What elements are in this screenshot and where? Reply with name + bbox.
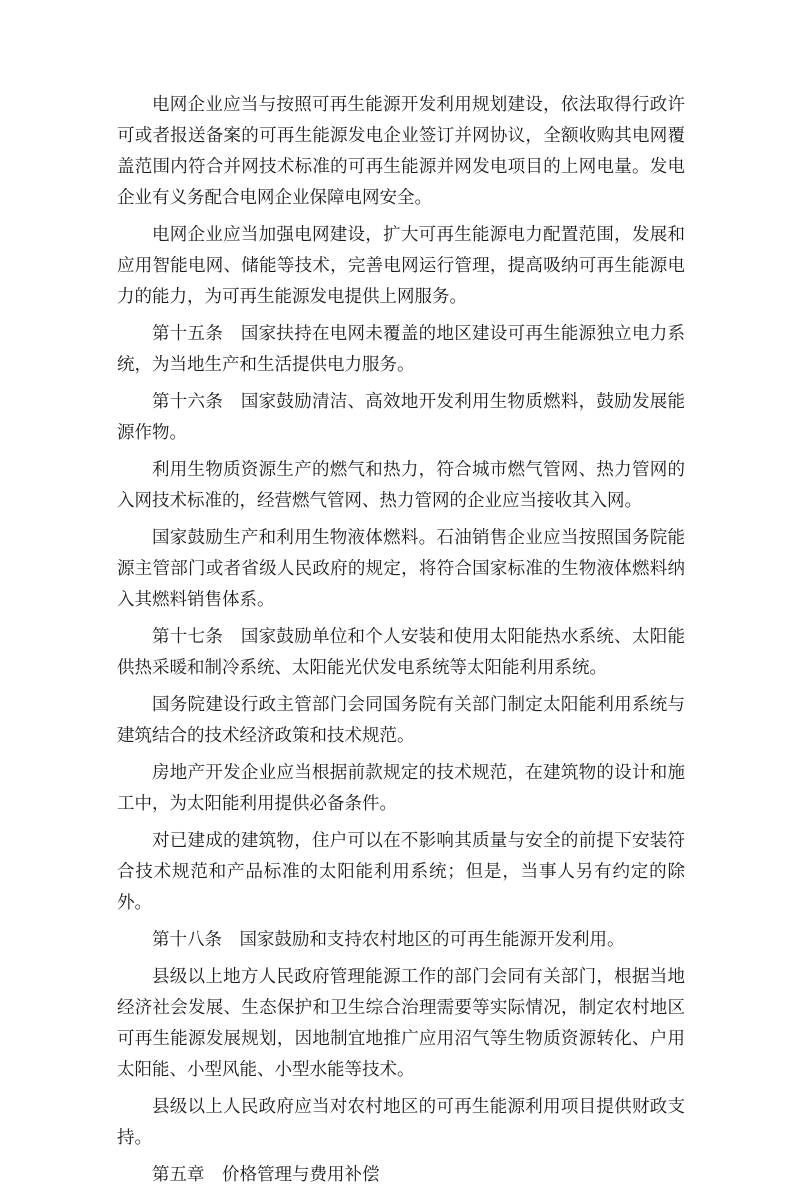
paragraph: 房地产开发企业应当根据前款规定的技术规范，在建筑物的设计和施工中，为太阳能利用提供必备条件。 (117, 763, 685, 814)
paragraph: 对已建成的建筑物，住户可以在不影响其质量与安全的前提下安装符合技术规范和产品标准的太阳能利用系统；但是，当事人另有约定的除外。 (117, 831, 685, 913)
article-paragraph: 第十七条 国家鼓励单位和个人安装和使用太阳能热水系统、太阳能供热采暖和制冷系统、太阳能光伏发电系统等太阳能利用系统。 (117, 627, 685, 678)
chapter-heading: 第五章 价格管理与费用补偿 (152, 1165, 380, 1185)
article-paragraph: 第十八条 国家鼓励和支持农村地区的可再生能源开发利用。 (152, 930, 625, 950)
paragraph: 电网企业应当与按照可再生能源开发利用规划建设，依法取得行政许可或者报送备案的可再生能源发电企业签订并网协议，全额收购其电网覆盖范围内符合并网技术标准的可再生能源并网发电项目的上网电量。发电企业有义务配合电网企业保障电网安全。 (117, 95, 685, 208)
paragraph: 利用生物质资源生产的燃气和热力，符合城市燃气管网、热力管网的入网技术标准的，经营燃气管网、热力管网的企业应当接收其入网。 (117, 460, 685, 511)
paragraph: 国务院建设行政主管部门会同国务院有关部门制定太阳能利用系统与建筑结合的技术经济政策和技术规范。 (117, 695, 685, 746)
paragraph: 县级以上地方人民政府管理能源工作的部门会同有关部门，根据当地经济社会发展、生态保护和卫生综合治理需要等实际情况，制定农村地区可再生能源发展规划，因地制宜地推广应用沼气等生物质资源转化、户用太阳能、小型风能、小型水能等技术。 (117, 967, 685, 1080)
paragraph: 县级以上人民政府应当对农村地区的可再生能源利用项目提供财政支持。 (117, 1097, 685, 1148)
article-paragraph: 第十六条 国家鼓励清洁、高效地开发利用生物质燃料，鼓励发展能源作物。 (117, 392, 685, 443)
paragraph: 电网企业应当加强电网建设，扩大可再生能源电力配置范围，发展和应用智能电网、储能等技术，完善电网运行管理，提高吸纳可再生能源电力的能力，为可再生能源发电提供上网服务。 (117, 225, 685, 307)
paragraph: 国家鼓励生产和利用生物液体燃料。石油销售企业应当按照国务院能源主管部门或者省级人民政府的规定，将符合国家标准的生物液体燃料纳入其燃料销售体系。 (117, 528, 685, 610)
document-body (117, 90, 685, 1197)
article-paragraph: 第十五条 国家扶持在电网未覆盖的地区建设可再生能源独立电力系统，为当地生产和生活提供电力服务。 (117, 324, 685, 375)
